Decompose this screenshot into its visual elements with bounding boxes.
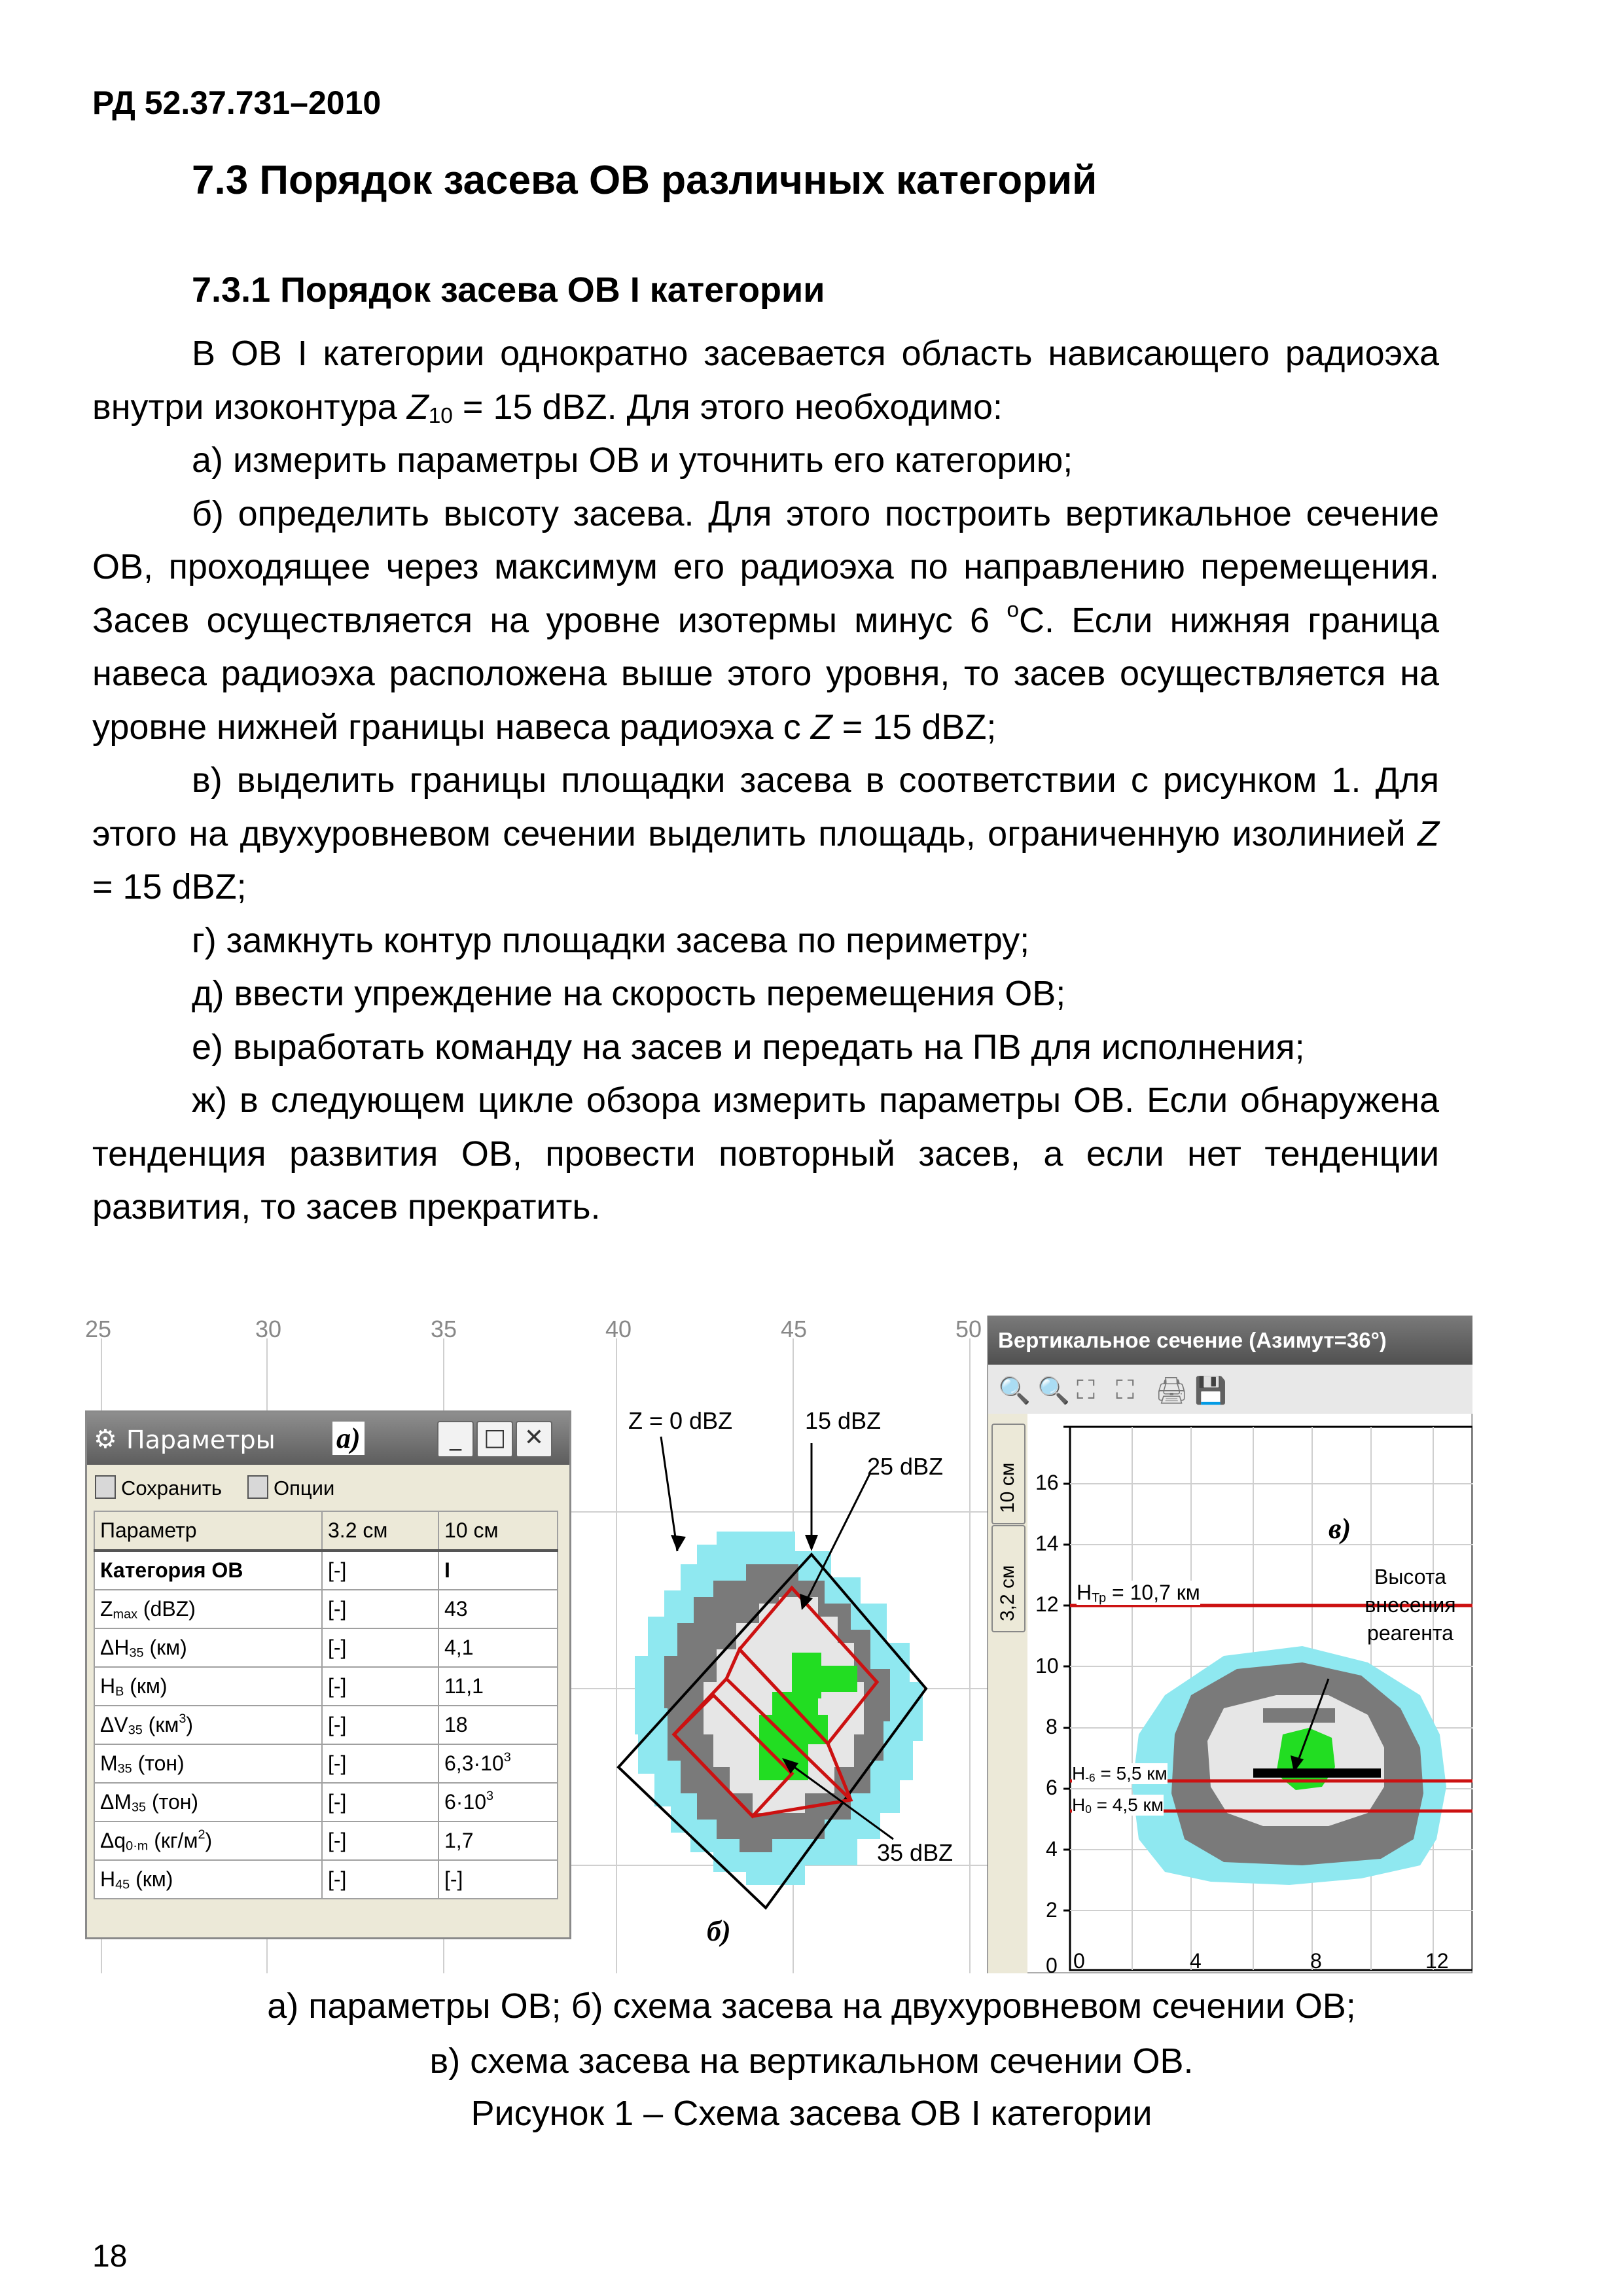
y-tick-label: 4 bbox=[1046, 1837, 1058, 1861]
table-row[interactable] bbox=[94, 1590, 558, 1628]
x-tick-label: 4 bbox=[1190, 1949, 1202, 1973]
param-value-32: [-] bbox=[322, 1744, 438, 1783]
param-value-10: 4,1 bbox=[438, 1628, 558, 1667]
table-row[interactable] bbox=[94, 1706, 558, 1744]
list-item-g: г) замкнуть контур площадки засева по периметру; bbox=[192, 920, 1030, 960]
param-value-10: 43 bbox=[438, 1590, 558, 1628]
param-value-32: [-] bbox=[322, 1667, 438, 1706]
table-row[interactable] bbox=[94, 1860, 558, 1899]
ruler-label: 25 bbox=[85, 1316, 112, 1342]
param-value-10: 1,7 bbox=[438, 1821, 558, 1860]
ruler-label: 50 bbox=[955, 1316, 982, 1342]
zoom-in-icon[interactable]: 🔍 bbox=[1037, 1376, 1070, 1406]
param-value-10: [-] bbox=[438, 1860, 558, 1899]
label-h-zero: $H_0 = 4,5$ км bbox=[1072, 1795, 1164, 1816]
ruler-label: 35 bbox=[431, 1316, 457, 1342]
param-name: $Z_{max}$ (dBZ) bbox=[94, 1590, 322, 1628]
full-extent-icon[interactable]: ⛶ bbox=[1116, 1375, 1134, 1405]
parameters-titlebar[interactable] bbox=[87, 1412, 569, 1465]
figure-1 bbox=[85, 1316, 1472, 1977]
tab-10cm[interactable] bbox=[991, 1424, 1026, 1524]
x-tick-label: 8 bbox=[1310, 1949, 1322, 1973]
y-tick-label: 16 bbox=[1035, 1471, 1059, 1494]
options-label: Опции bbox=[274, 1477, 335, 1499]
table-row[interactable] bbox=[94, 1821, 558, 1860]
minimize-button[interactable]: _ bbox=[437, 1421, 474, 1458]
parameters-title: Параметры bbox=[126, 1426, 276, 1454]
print-icon[interactable]: 🖨 bbox=[1155, 1376, 1188, 1406]
table-row[interactable] bbox=[94, 1744, 558, 1783]
param-name: $\Delta M_{35}$ (тон) bbox=[94, 1783, 322, 1821]
param-name: $\Delta q_{0\cdot m}$ $(кг/м^2)$ bbox=[94, 1821, 322, 1860]
list-item-a: а) измерить параметры ОВ и уточнить его категорию; bbox=[192, 440, 1073, 480]
param-name: $M_{35}$ (тон) bbox=[94, 1744, 322, 1783]
ruler-label: 45 bbox=[781, 1316, 808, 1342]
table-row[interactable] bbox=[94, 1628, 558, 1667]
label-35-dbz: 35 dBZ bbox=[877, 1839, 954, 1866]
options-icon bbox=[247, 1475, 268, 1499]
list-item-zh: ж) в следующем цикле обзора измерить параметры ОВ. Если обнаружена тенденция развития ОВ, провести повторный засев, а если нет тенденции развития, то засев прекратить. bbox=[92, 1081, 1439, 1227]
panel-label-b: б) bbox=[707, 1915, 731, 1947]
save-button[interactable] bbox=[95, 1475, 222, 1500]
param-name: $\Delta H_{35}$ (км) bbox=[94, 1628, 322, 1667]
zoom-out-icon[interactable]: 🔍 bbox=[998, 1376, 1031, 1406]
ruler-label: 40 bbox=[605, 1316, 632, 1342]
param-name: $\Delta V_{35}$ $(км^3)$ bbox=[94, 1706, 322, 1744]
param-value-32: [-] bbox=[322, 1551, 438, 1590]
vertical-section-titlebar[interactable]: Вертикальное сечение (Азимут=36°) bbox=[988, 1316, 1472, 1365]
param-name: $H_{45}$ (км) bbox=[94, 1860, 322, 1899]
maximize-button[interactable]: □ bbox=[476, 1421, 513, 1458]
y-tick-label: 2 bbox=[1046, 1898, 1058, 1922]
param-value-10: 11,1 bbox=[438, 1667, 558, 1706]
param-name: Категория ОВ bbox=[94, 1551, 322, 1590]
panel-label-v: в) bbox=[1329, 1513, 1351, 1545]
tab-label: 3,2 см bbox=[997, 1565, 1018, 1621]
options-button[interactable] bbox=[247, 1475, 334, 1500]
page-number: 18 bbox=[92, 2239, 128, 2274]
label-h-tr: $H_{Тр} = 10,7$ км bbox=[1077, 1581, 1200, 1605]
param-value-10: $6\cdot 10^3$ bbox=[438, 1783, 558, 1821]
table-header-row bbox=[94, 1511, 558, 1551]
param-value-10: 18 bbox=[438, 1706, 558, 1744]
parameters-toolbar bbox=[87, 1466, 569, 1507]
y-tick-label: 0 bbox=[1046, 1954, 1058, 1977]
column-header[interactable]: 10 см bbox=[438, 1511, 558, 1551]
param-value-10: $6,3\cdot 10^3$ bbox=[438, 1744, 558, 1783]
close-button[interactable]: ✕ bbox=[516, 1421, 552, 1458]
y-tick-label: 10 bbox=[1035, 1654, 1059, 1677]
fit-icon[interactable]: ⛶ bbox=[1077, 1375, 1095, 1405]
subsection-title: 7.3.1 Порядок засева ОВ I категории bbox=[192, 270, 825, 310]
document-code: РД 52.37.731–2010 bbox=[92, 84, 382, 121]
param-value-32: [-] bbox=[322, 1821, 438, 1860]
vertical-section-plot bbox=[1063, 1427, 1472, 1970]
ruler-label: 30 bbox=[255, 1316, 282, 1342]
vertical-section-toolbar bbox=[988, 1365, 1472, 1414]
figure-caption-line-2: в) схема засева на вертикальном сечении ОВ. bbox=[429, 2041, 1194, 2081]
list-item-v: в) выделить границы площадки засева в соответствии с рисунком 1. Для этого на двухуровневом сечении выделить площадь, ограниченную изолинией Z = 15 dBZ; bbox=[92, 761, 1439, 906]
parameters-table bbox=[94, 1511, 558, 1899]
label-25-dbz: 25 dBZ bbox=[867, 1453, 944, 1480]
panel-label-a: а) bbox=[332, 1422, 365, 1455]
column-header[interactable]: Параметр bbox=[94, 1511, 322, 1551]
param-value-32: [-] bbox=[322, 1590, 438, 1628]
table-row[interactable] bbox=[94, 1551, 558, 1590]
list-item-e: е) выработать команду на засев и передать на ПВ для исполнения; bbox=[192, 1027, 1305, 1067]
param-value-32: [-] bbox=[322, 1783, 438, 1821]
param-value-10: I bbox=[438, 1551, 558, 1590]
list-item-d: д) ввести упреждение на скорость перемещения ОВ; bbox=[192, 974, 1066, 1013]
table-row[interactable] bbox=[94, 1667, 558, 1706]
x-tick-label: 0 bbox=[1073, 1949, 1085, 1973]
column-header[interactable]: 3.2 см bbox=[322, 1511, 438, 1551]
y-tick-label: 14 bbox=[1035, 1532, 1059, 1555]
save-icon bbox=[95, 1475, 116, 1499]
section-title: 7.3 Порядок засева ОВ различных категорий bbox=[192, 158, 1097, 203]
tab-32cm[interactable] bbox=[991, 1525, 1026, 1632]
label-15-dbz: 15 dBZ bbox=[805, 1407, 882, 1434]
param-value-32: [-] bbox=[322, 1628, 438, 1667]
label-reagent: Высота внесения реагента bbox=[1364, 1565, 1456, 1645]
param-value-32: [-] bbox=[322, 1706, 438, 1744]
y-tick-label: 12 bbox=[1035, 1592, 1059, 1616]
label-z0-dbz: Z = 0 dBZ bbox=[628, 1407, 733, 1434]
table-row[interactable] bbox=[94, 1783, 558, 1821]
body-text bbox=[92, 327, 1439, 1234]
parameters-window bbox=[85, 1410, 571, 1939]
figure-caption-line-1: а) параметры ОВ; б) схема засева на двухуровневом сечении ОВ; bbox=[267, 1986, 1356, 2026]
label-h-minus6: $H_{-6} = 5,5$ км bbox=[1072, 1763, 1168, 1785]
param-name: $H_B$ (км) bbox=[94, 1667, 322, 1706]
figure-title: Рисунок 1 – Схема засева ОВ I категории bbox=[471, 2094, 1152, 2133]
y-tick-label: 8 bbox=[1046, 1715, 1058, 1738]
paragraph-intro: В ОВ I категории однократно засевается область нависающего радиоэха внутри изоконтура $Z_{10} = 15$ dBZ. Для этого необходимо: bbox=[92, 334, 1439, 428]
app-icon: ⚙ bbox=[94, 1425, 117, 1454]
y-tick-label: 6 bbox=[1046, 1776, 1058, 1799]
param-value-32: [-] bbox=[322, 1860, 438, 1899]
save-label: Сохранить bbox=[121, 1477, 223, 1499]
list-item-b: б) определить высоту засева. Для этого построить вертикальное сечение ОВ, проходящее через максимум его радиоэха по направлению перемещения. Засев осуществляется на уровне изотермы минус 6 $^o$С. Если нижняя граница навеса радиоэха расположена выше этого уровня, то засев осуществляется на уровне нижней границы навеса радиоэха с Z = 15 dBZ; bbox=[92, 493, 1439, 747]
x-tick-label: 12 bbox=[1425, 1949, 1449, 1973]
tab-label: 10 см bbox=[997, 1462, 1018, 1513]
save-icon[interactable]: 💾 bbox=[1194, 1376, 1227, 1406]
